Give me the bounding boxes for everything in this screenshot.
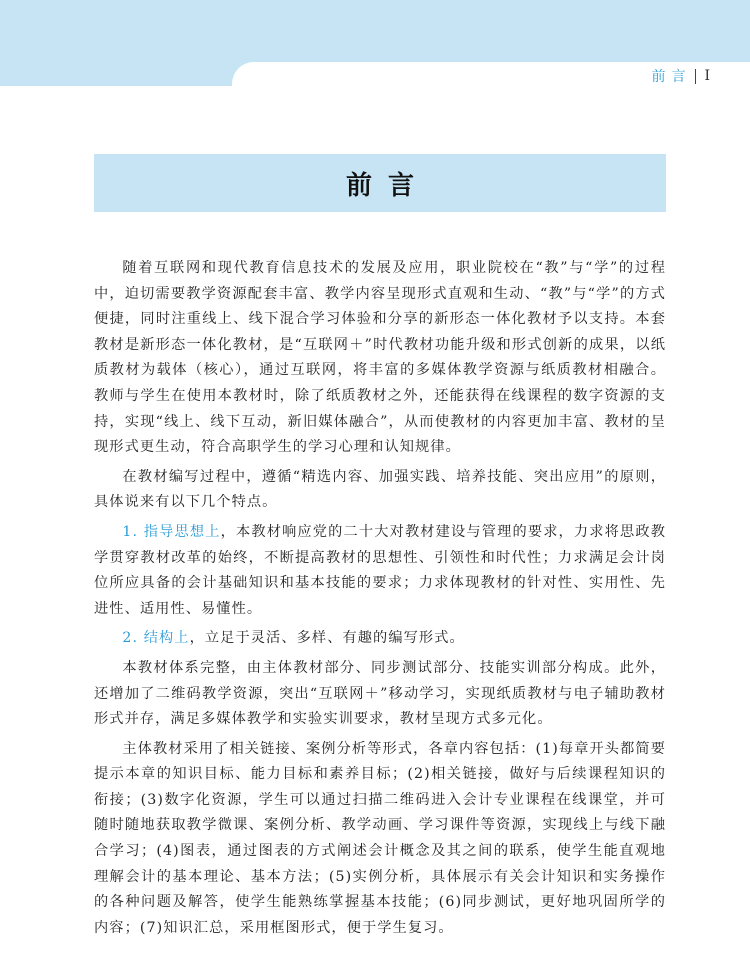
running-head <box>651 66 710 86</box>
running-title: 前言 <box>651 69 692 85</box>
paragraph-principles: 在教材编写过程中，遵循“精选内容、加强实践、培养技能、突出应用”的原则，具体说来有以下几个特点。 <box>94 468 666 511</box>
feature-text-1: ，本教材响应党的二十大对教材建设与管理的要求，力求将思政教学贯穿教材改革的始终，不断提高教材的思想性、引领性和时代性；力求满足会计岗位所应具备的会计基础知识和基本技能的要求；力求体现教材的针对性、实用性、先进性、适用性、易懂性。 <box>94 523 666 617</box>
paragraph-system: 本教材体系完整，由主体教材部分、同步测试部分、技能实训部分构成。此外，还增加了二维码教学资源，突出“互联网＋”移动学习，实现纸质教材与电子辅助教材形式并存，满足多媒体教学和实验实训要求，教材呈现方式多元化。 <box>94 659 666 728</box>
feature-label-1: 1. 指导思想上 <box>122 523 221 540</box>
page-number: I <box>704 68 710 84</box>
feature-label-2: 2. 结构上 <box>122 630 190 647</box>
feature-text-2: ，立足于灵活、多样、有趣的编写形式。 <box>189 630 465 647</box>
paragraph-intro: 随着互联网和现代教育信息技术的发展及应用，职业院校在“教”与“学”的过程中，迫切需要教学资源配套丰富、教学内容呈现形式直观和生动、“教”与“学”的方式便捷，同时注重线上、线下混合学习体验和分享的新形态一体化教材予以支持。本套教材是新形态一体化教材，是“互联网＋”时代教材功能升级和形式创新的成果，以纸质教材为载体（核心），通过互联网，将丰富的多媒体教学资源与纸质教材相融合。教师与学生在使用本教材时，除了纸质教材之外，还能获得在线课程的数字资源的支持，实现“线上、线下互动，新旧媒体融合”，从而使教材的内容更加丰富、教材的呈现形式更生动，符合高职学生的学习心理和认知规律。 <box>94 260 666 456</box>
page-title: 前言 <box>345 170 430 201</box>
paragraph-structure <box>94 626 666 652</box>
title-banner <box>94 154 666 212</box>
body-text <box>94 256 666 941</box>
paragraph-main-content: 主体教材采用了相关链接、案例分析等形式，各章内容包括：(1)每章开头都简要提示本章的知识目标、能力目标和素养目标；(2)相关链接，做好与后续课程知识的衔接；(3)数字化资源，学生可以通过扫描二维码进入会计专业课程在线课堂，并可随时随地获取教学微课、案例分析、教学动画、学习课件等资源，实现线上与线下融合学习；(4)图表，通过图表的方式阐述会计概念及其之间的联系，使学生能直观地理解会计的基本理论、基本方法；(5)实例分析，具体展示有关会计知识和实务操作的各种问题及解答，使学生能熟练掌握基本技能；(6)同步测试，更好地巩固所学的内容；(7)知识汇总，采用框图形式，便于学生复习。 <box>94 740 666 936</box>
paragraph-guiding-ideology <box>94 520 666 622</box>
running-head-divider <box>695 69 696 84</box>
